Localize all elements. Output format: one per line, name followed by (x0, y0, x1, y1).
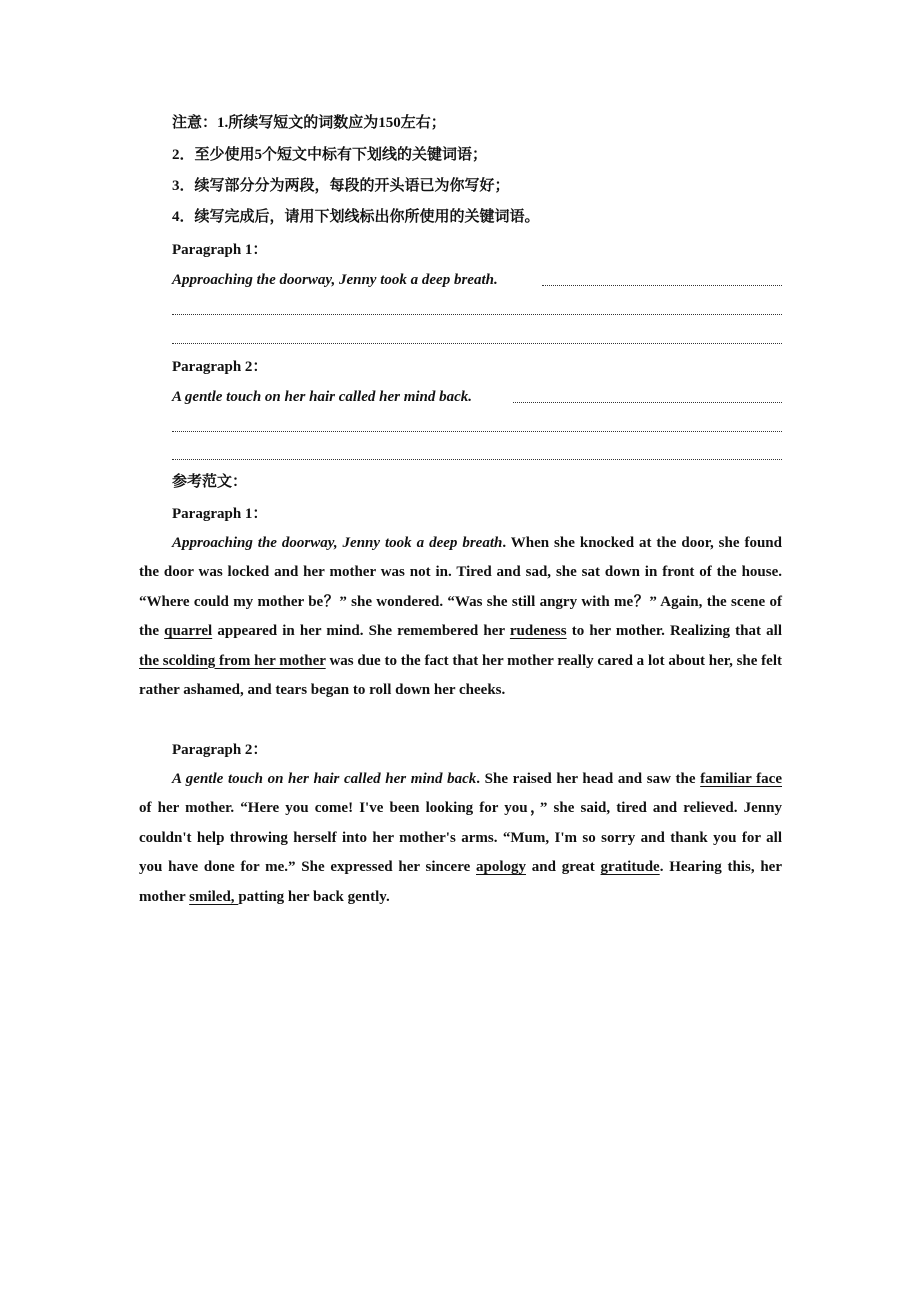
keyword-smiled: smiled, (189, 888, 239, 905)
reference-p1-label: Paragraph 1： (172, 506, 268, 522)
answer-line (172, 314, 782, 315)
reference-paragraph-2: A gentle touch on her hair called her mind back. She raised her head and saw the familiar face of her mother. “Here you come! I've been looking for you，” she said, tired and relieved. Jenny couldn't help throwing herself into her mother's arms. “Mum, I'm so sorry and thank you for all you have done for me.” She expressed her sincere apology and great gratitude. Hearing this, her mother smiled, patting her back gently. (139, 771, 782, 905)
reference-p2-label: Paragraph 2： (172, 742, 268, 758)
keyword-familiar-face: familiar face (700, 771, 782, 787)
keyword-scolding: the scolding from her mother (139, 652, 326, 669)
note-2: 2．至少使用5个短文中标有下划线的关键词语； (172, 147, 488, 163)
keyword-quarrel: quarrel (164, 623, 213, 640)
answer-line (513, 402, 782, 403)
p2-opening: A gentle touch on her hair called her mind back (172, 771, 477, 787)
writing-p2-opening: A gentle touch on her hair called her mind back. (172, 389, 473, 405)
note-1: 注意：1.所续写短文的词数应为150左右； (172, 115, 446, 131)
keyword-rudeness: rudeness (509, 623, 567, 640)
keyword-apology: apology (476, 859, 527, 876)
note-3: 3．续写部分分为两段，每段的开头语已为你写好； (172, 178, 510, 194)
answer-line (542, 285, 782, 286)
writing-p1-label: Paragraph 1： (172, 242, 268, 258)
note-4: 4．续写完成后，请用下划线标出你所使用的关键词语。 (172, 209, 540, 225)
reference-paragraph-1: Approaching the doorway, Jenny took a deep breath. When she knocked at the door, she found the door was locked and her mother was not in. Tired and sad, she sat down in front of the house. “Where could my mother be？” she wondered. “Was she still angry with me？” Again, the scene of the quarrel appeared in her mind. She remembered her rudeness to her mother. Realizing that all the scolding from her mother was due to the fact that her mother really cared a lot about her, she felt rather ashamed, and tears began to roll down her cheeks. (139, 535, 782, 699)
answer-line (172, 431, 782, 432)
keyword-gratitude: gratitude (600, 859, 660, 876)
answer-line (172, 343, 782, 344)
p1-opening: Approaching the doorway, Jenny took a deep breath (172, 535, 503, 551)
writing-p2-label: Paragraph 2： (172, 359, 268, 375)
answer-line (172, 459, 782, 460)
writing-p1-opening: Approaching the doorway, Jenny took a deep breath. (172, 272, 498, 288)
reference-heading: 参考范文： (172, 474, 248, 490)
